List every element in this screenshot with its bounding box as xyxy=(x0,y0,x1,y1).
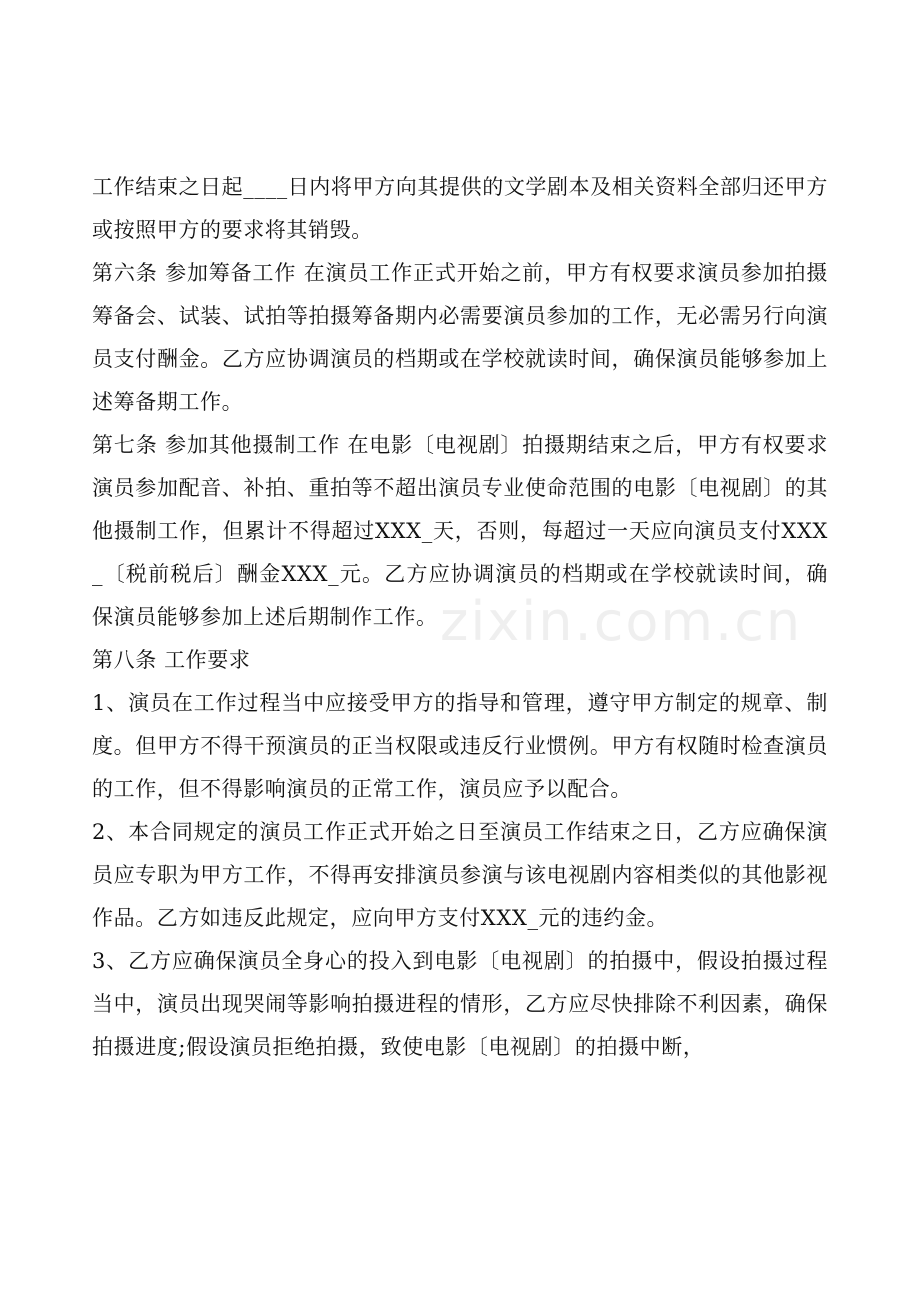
watermark: zixin.com.cn xyxy=(440,590,803,653)
paragraph-article-6: 第六条 参加筹备工作 在演员工作正式开始之前，甲方有权要求演员参加拍摄筹备会、试装、试拍等拍摄筹备期内必需要演员参加的工作，无必需另行向演员支付酬金。乙方应协调演员的档期或在学校就读时间，确保演员能够参加上述筹备期工作。 xyxy=(92,261,828,414)
paragraph-requirement-1: 1、演员在工作过程当中应接受甲方的指导和管理，遵守甲方制定的规章、制度。但甲方不得干预演员的正当权限或违反行业惯例。甲方有权随时检查演员的工作，但不得影响演员的正常工作，演员应予以配合。 xyxy=(92,691,828,801)
document-body xyxy=(92,166,828,1069)
paragraph-article-8-heading: 第八条 工作要求 xyxy=(92,648,251,672)
paragraph-requirement-2: 2、本合同规定的演员工作正式开始之日至演员工作结束之日，乙方应确保演员应专职为甲方工作，不得再安排演员参演与该电视剧内容相类似的其他影视作品。乙方如违反此规定，应向甲方支付XXX_元的违约金。 xyxy=(92,820,828,930)
paragraph-article-7: 第七条 参加其他摄制工作 在电影〔电视剧〕拍摄期结束之后，甲方有权要求演员参加配音、补拍、重拍等不超出演员专业使命范围的电影〔电视剧〕的其他摄制工作，但累计不得超过XXX_天，否则，每超过一天应向演员支付XXX_〔税前税后〕酬金XXX_元。乙方应协调演员的档期或在学校就读时间，确保演员能够参加上述后期制作工作。 xyxy=(92,433,828,629)
paragraph-requirement-3: 3、乙方应确保演员全身心的投入到电影〔电视剧〕的拍摄中，假设拍摄过程当中，演员出现哭闹等影响拍摄进程的情形，乙方应尽快排除不利因素，确保拍摄进度;假设演员拒绝拍摄，致使电影〔电视剧〕的拍摄中断， xyxy=(92,949,828,1059)
paragraph-return-materials: 工作结束之日起____日内将甲方向其提供的文学剧本及相关资料全部归还甲方或按照甲方的要求将其销毁。 xyxy=(92,175,828,242)
